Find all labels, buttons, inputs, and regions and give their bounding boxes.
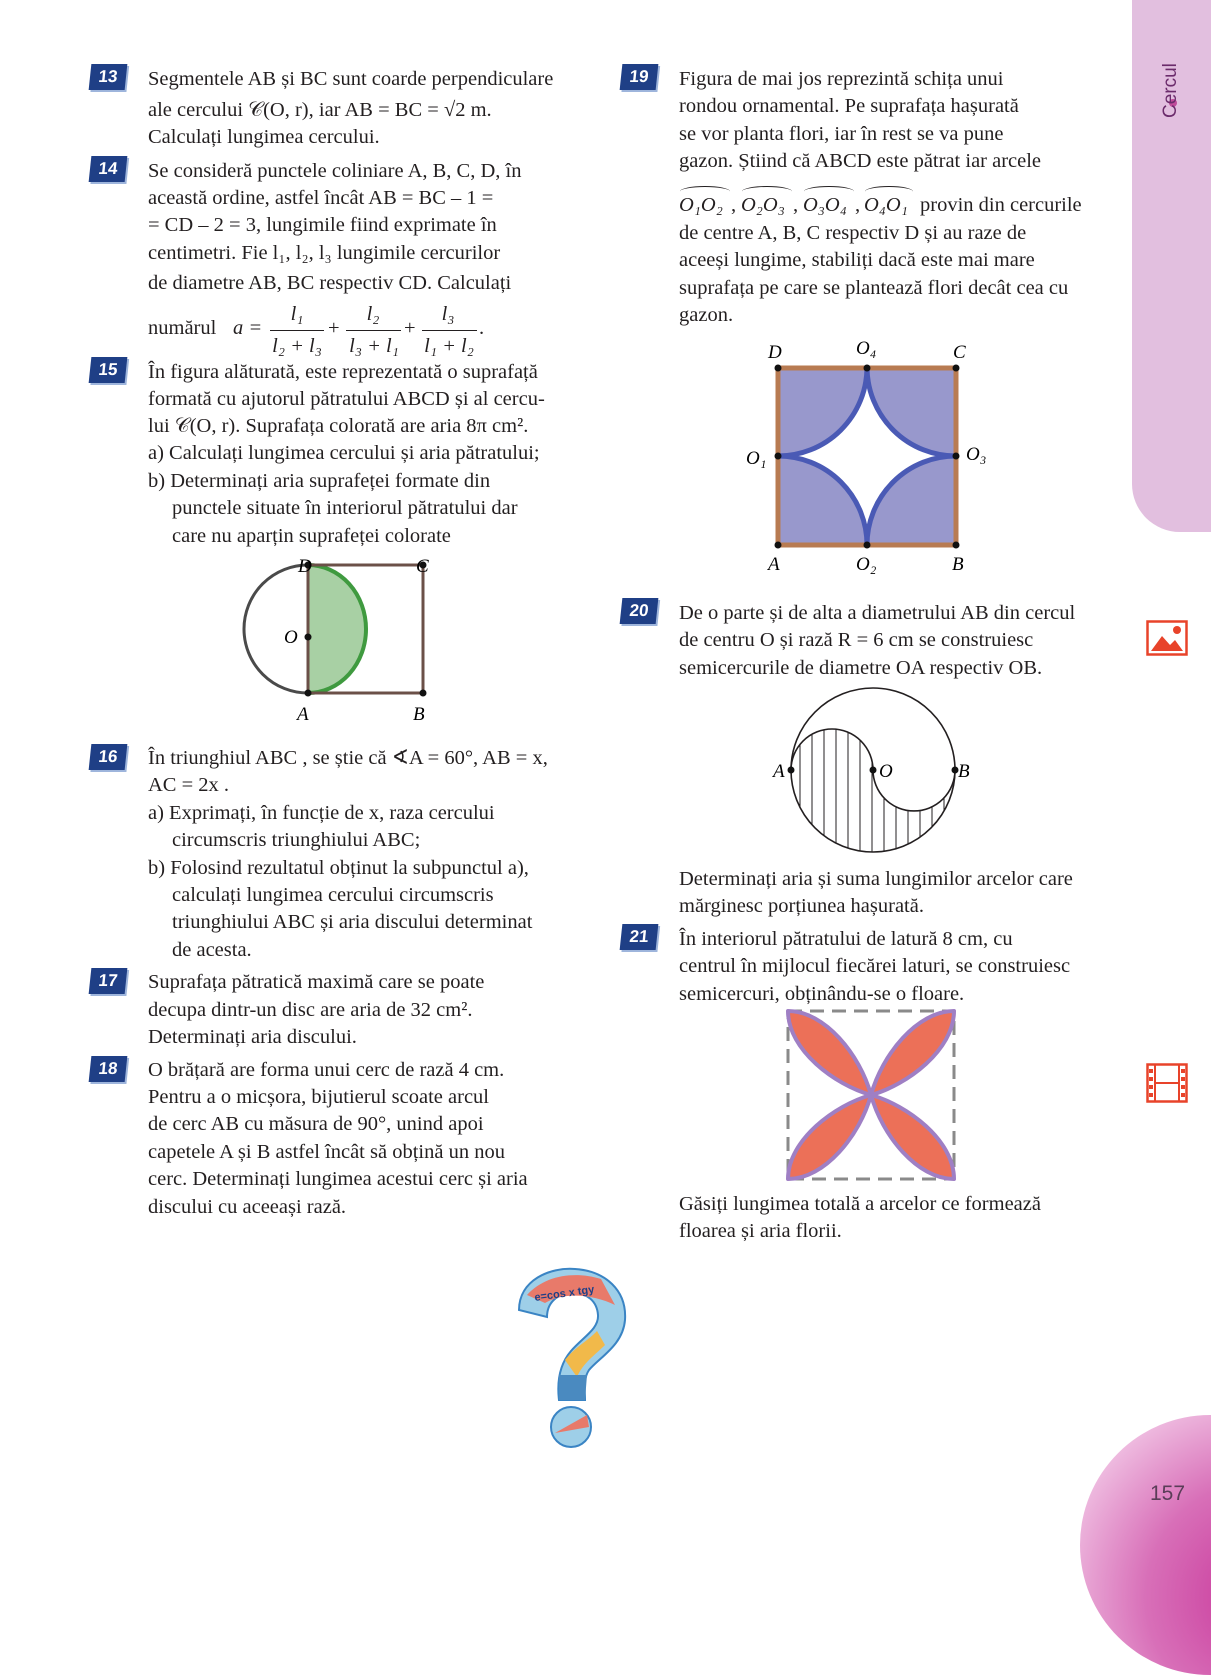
problem-number-badge: 18 — [89, 1056, 128, 1082]
point-c — [953, 365, 960, 372]
problem-16-line: AC = 2x . — [148, 774, 230, 796]
problem-15-line: lui 𝒞(O, r). Suprafața colorată are aria 8π cm². — [148, 415, 529, 437]
problem-20-line: semicercurile de diametre OA respectiv OB. — [679, 657, 1043, 679]
fraction-denominator: l₂ + l₃ — [272, 335, 322, 357]
problem-15-line: a) Calculați lungimea cercului și aria pătratului; — [148, 442, 540, 464]
fraction-numerator: l₃ — [441, 303, 455, 325]
problem-21-line: floarea și aria florii. — [679, 1220, 842, 1242]
problem-21-line: În interiorul pătratului de latură 8 cm, cu — [679, 928, 1013, 950]
image-icon[interactable] — [1146, 620, 1188, 656]
label-a: A — [297, 704, 309, 725]
question-mark-illustration — [505, 1265, 635, 1455]
problem-17-line: Determinați aria discului. — [148, 1026, 357, 1048]
left-semicircle — [244, 565, 308, 693]
arc-separator: , — [793, 194, 799, 216]
label-o4: O₄ — [856, 338, 877, 359]
problem-14-line: Se consideră punctele coliniare A, B, C, D, în — [148, 160, 522, 182]
problem-20-line: De o parte și de alta a diametrului AB din cercul — [679, 602, 1076, 624]
arc-label: O₂O₃ — [741, 194, 785, 216]
formula-end: . — [479, 317, 485, 339]
point-a — [788, 767, 795, 774]
fraction-denominator: l₃ + l₁ — [349, 335, 399, 357]
point-a — [775, 542, 782, 549]
arc-mark — [804, 186, 854, 197]
problem-number-badge: 13 — [89, 64, 128, 90]
film-icon[interactable] — [1146, 1063, 1188, 1103]
formula-prefix: numărul — [148, 317, 217, 339]
problem-15-line: care nu aparțin suprafeței colorate — [172, 525, 451, 547]
problem-18-line: cerc. Determinați lungimea acestui cerc și aria — [148, 1168, 528, 1190]
fraction-denominator: l₁ + l₂ — [424, 335, 474, 357]
fraction-numerator: l₂ — [366, 303, 380, 325]
problem-14-line: = CD – 2 = 3, lungimile fiind exprimate în — [148, 214, 497, 236]
label-o2: O₂ — [856, 554, 877, 575]
fraction-bar — [422, 330, 477, 331]
point-o — [870, 767, 877, 774]
point-o4 — [864, 365, 871, 372]
problem-20-line: de centru O și rază R = 6 cm se construiesc — [679, 629, 1034, 651]
arc-mark — [680, 186, 730, 197]
problem-17-line: Suprafața pătratică maximă care se poate — [148, 971, 485, 993]
problem-number-badge: 16 — [89, 744, 128, 770]
formula-plus: + — [328, 317, 340, 339]
problem-number-badge: 15 — [89, 357, 128, 383]
label-o1: O₁ — [746, 448, 767, 469]
label-c: C — [416, 556, 429, 577]
label-d: D — [768, 342, 782, 363]
problem-19-line: de centre A, B, C respectiv D și au raze de — [679, 222, 1027, 244]
problem-18-line: discului cu aceeași rază. — [148, 1196, 347, 1218]
petal — [871, 1095, 954, 1179]
problem-15-line: formată cu ajutorul pătratului ABCD și al cercu- — [148, 388, 545, 410]
problem-number-badge: 21 — [620, 924, 659, 950]
colored-half-disc — [308, 565, 366, 693]
problem-16-line: circumscris triunghiului ABC; — [172, 829, 421, 851]
problem-20-line: Determinați aria și suma lungimilor arcelor care — [679, 868, 1073, 890]
label-d: D — [298, 556, 312, 577]
label-b: B — [958, 761, 970, 782]
problem-16-line: calculați lungimea cercului circumscris — [172, 884, 494, 906]
problem-15-line: În figura alăturată, este reprezentată o suprafață — [148, 361, 538, 383]
label-a: A — [768, 554, 780, 575]
problem-16-line: triunghiului ABC și aria discului determinat — [172, 911, 533, 933]
problem-15-line: b) Determinați aria suprafeței formate din — [148, 470, 491, 492]
problem-16-line: b) Folosind rezultatul obținut la subpunctul a), — [148, 857, 529, 879]
problem-number-badge: 20 — [620, 598, 659, 624]
label-o: O — [284, 627, 298, 648]
problem-number-badge: 19 — [620, 64, 659, 90]
arc-label: O₄O₁ — [864, 194, 908, 216]
problem-16-line: de acesta. — [172, 939, 252, 961]
problem-18-line: de cerc AB cu măsura de 90°, unind apoi — [148, 1113, 484, 1135]
arc-label: O₃O₄ — [803, 194, 847, 216]
figure-20-yin-yang-circle — [760, 682, 990, 858]
arc-mark — [865, 186, 913, 197]
point-o2 — [864, 542, 871, 549]
problem-17-line: decupa dintr-un disc are aria de 32 cm². — [148, 999, 473, 1021]
label-c: C — [953, 342, 966, 363]
problem-19-line: Figura de mai jos reprezintă schița unui — [679, 68, 1004, 90]
problem-14-line: această ordine, astfel încât AB = BC – 1 = — [148, 187, 494, 209]
problem-16-line: În triunghiul ABC , se știe că ∢A = 60°, AB = x, — [148, 747, 548, 769]
page-corner-decoration — [1080, 1415, 1211, 1675]
page-number: 157 — [1150, 1482, 1186, 1505]
problem-19-line: gazon. Știind că ABCD este pătrat iar arcele — [679, 150, 1042, 172]
problem-19-line: se vor planta flori, iar în rest se va pune — [679, 123, 1004, 145]
problem-19-arcs-rest: provin din cercurile — [920, 194, 1082, 216]
problem-18-line: capetele A și B astfel încât să obțină un nou — [148, 1141, 505, 1163]
petal — [871, 1011, 954, 1095]
problem-15-line: punctele situate în interiorul pătratului dar — [172, 497, 518, 519]
problem-18-line: Pentru a o micșora, bijutierul scoate arcul — [148, 1086, 489, 1108]
label-b: B — [413, 704, 425, 725]
problem-21-line: centrul în mijlocul fiecărei laturi, se construiesc — [679, 955, 1071, 977]
fraction-bar — [346, 330, 401, 331]
point-a — [305, 690, 312, 697]
problem-16-line: a) Exprimați, în funcție de x, raza cercului — [148, 802, 495, 824]
label-o3: O₃ — [966, 444, 987, 465]
figure-15-square-semicircle — [240, 550, 460, 730]
problem-21-line: Găsiți lungimea totală a arcelor ce formează — [679, 1193, 1041, 1215]
problem-20-line: mărginesc porțiunea hașurată. — [679, 895, 924, 917]
petal — [788, 1095, 871, 1179]
problem-18-line: O brățară are forma unui cerc de rază 4 cm. — [148, 1059, 505, 1081]
formula-lhs: a = — [233, 317, 263, 339]
point-o1 — [775, 453, 782, 460]
chapter-tab-label: Cercul — [1160, 63, 1181, 118]
label-a: A — [773, 761, 785, 782]
arc-separator: , — [731, 194, 737, 216]
problem-19-line: suprafața pe care se plantează flori decât cea cu — [679, 277, 1069, 299]
fraction-bar — [270, 330, 324, 331]
point-o — [305, 634, 312, 641]
point-b — [420, 690, 427, 697]
question-mark-text: e=cos x tgy — [533, 1283, 596, 1304]
problem-13-line: Segmentele AB și BC sunt coarde perpendiculare — [148, 68, 554, 90]
problem-19-line: gazon. — [679, 304, 734, 326]
flower — [788, 1011, 954, 1179]
label-b: B — [952, 554, 964, 575]
problem-number-badge: 14 — [89, 156, 128, 182]
problem-13-line: ale cercului 𝒞(O, r), iar AB = BC = √2 m. — [148, 99, 492, 121]
figure-21-flower — [780, 1005, 964, 1185]
problem-number-badge: 17 — [89, 968, 128, 994]
problem-19-line: aceeși lungime, stabiliți dacă este mai mare — [679, 249, 1035, 271]
arc-separator: , — [855, 194, 861, 216]
problem-19-line: rondou ornamental. Pe suprafața hașurată — [679, 95, 1019, 117]
problem-13-line: Calculați lungimea cercului. — [148, 126, 380, 148]
point-d — [775, 365, 782, 372]
problem-14-line: de diametre AB, BC respectiv CD. Calculați — [148, 272, 512, 294]
problem-21-line: semicercuri, obținându-se o floare. — [679, 983, 965, 1005]
formula-plus: + — [404, 317, 416, 339]
arc-label: O₁O₂ — [679, 194, 723, 216]
point-b — [953, 542, 960, 549]
figure-19-ornamental-square — [740, 330, 1000, 580]
problem-14-line: centimetri. Fie l₁, l₂, l₃ lungimile cercurilor — [148, 242, 501, 264]
arc-mark — [742, 186, 792, 197]
petal — [788, 1011, 871, 1095]
point-o3 — [953, 453, 960, 460]
label-o: O — [879, 761, 893, 782]
fraction-numerator: l₁ — [290, 303, 304, 325]
